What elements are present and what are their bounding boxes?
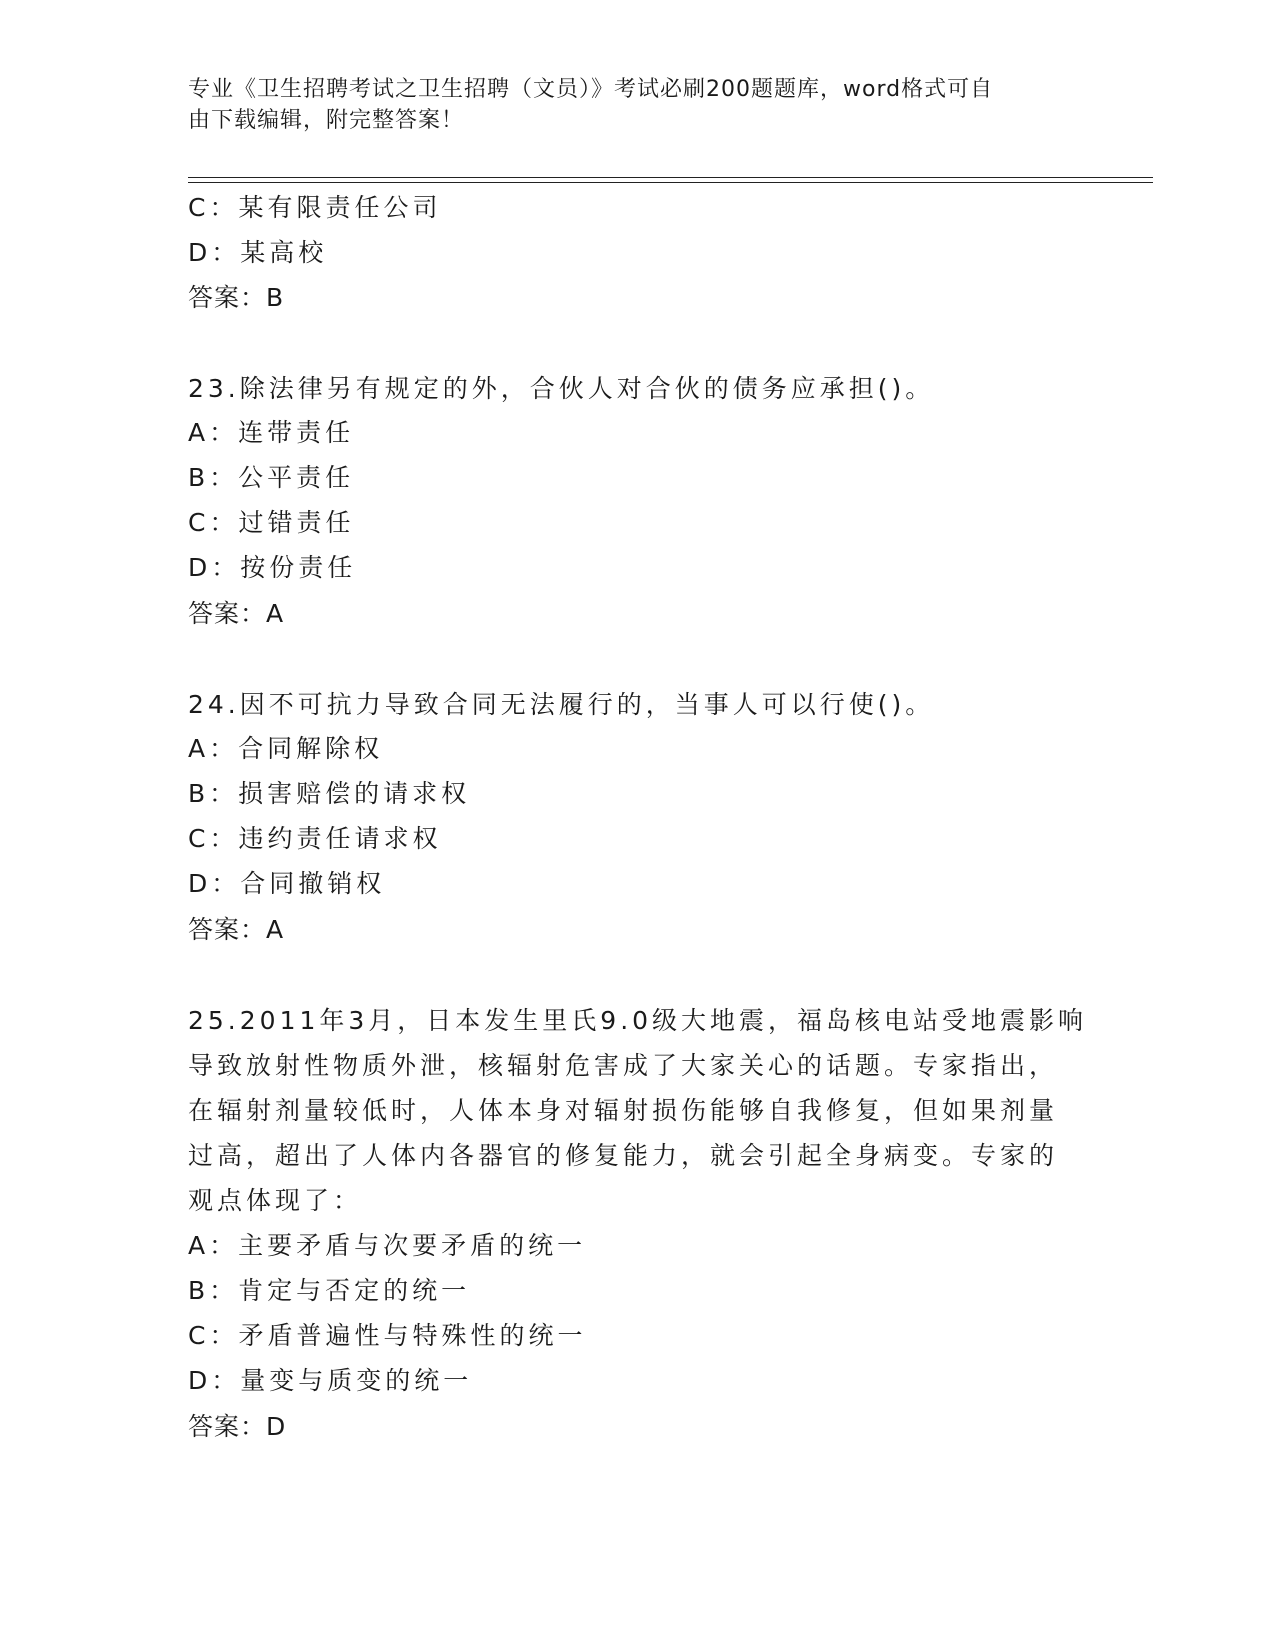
q24-option-c: C：违约责任请求权 xyxy=(188,824,442,853)
q23-answer: 答案：A xyxy=(188,599,285,628)
q25-option-c: C：矛盾普遍性与特殊性的统一 xyxy=(188,1321,587,1350)
q23-option-d: D：按份责任 xyxy=(188,553,357,582)
q25-stem-line-5: 观点体现了： xyxy=(188,1186,363,1215)
q24-option-d: D：合同撤销权 xyxy=(188,869,386,898)
q22-answer: 答案：B xyxy=(188,283,285,312)
q22-option-d: D：某高校 xyxy=(188,238,328,267)
q22-option-c: C：某有限责任公司 xyxy=(188,193,442,222)
q23-stem: 23.除法律另有规定的外，合伙人对合伙的债务应承担()。 xyxy=(188,374,935,403)
q25-stem-line-2: 导致放射性物质外泄，核辐射危害成了大家关心的话题。专家指出， xyxy=(188,1051,1059,1080)
q25-option-a: A：主要矛盾与次要矛盾的统一 xyxy=(188,1231,587,1260)
q25-stem-line-1: 25.2011年3月，日本发生里氏9.0级大地震，福岛核电站受地震影响 xyxy=(188,1006,1088,1035)
q25-stem-line-4: 过高，超出了人体内各器官的修复能力，就会引起全身病变。专家的 xyxy=(188,1141,1059,1170)
q24-stem: 24.因不可抗力导致合同无法履行的，当事人可以行使()。 xyxy=(188,690,935,719)
header-divider-top xyxy=(188,177,1153,178)
q25-option-d: D：量变与质变的统一 xyxy=(188,1366,473,1395)
q25-answer: 答案：D xyxy=(188,1412,287,1441)
q23-option-c: C：过错责任 xyxy=(188,508,355,537)
q23-option-a: A：连带责任 xyxy=(188,418,355,447)
q24-answer: 答案：A xyxy=(188,915,285,944)
q24-option-a: A：合同解除权 xyxy=(188,734,384,763)
q25-stem-line-3: 在辐射剂量较低时，人体本身对辐射损伤能够自我修复，但如果剂量 xyxy=(188,1096,1059,1125)
q24-option-b: B：损害赔偿的请求权 xyxy=(188,779,471,808)
header-divider-bottom xyxy=(188,182,1153,183)
header-line-2: 由下载编辑，附完整答案！ xyxy=(188,108,465,133)
header-line-1: 专业《卫生招聘考试之卫生招聘（文员）》考试必刷200题题库，word格式可自 xyxy=(188,77,994,102)
q25-option-b: B：肯定与否定的统一 xyxy=(188,1276,471,1305)
q23-option-b: B：公平责任 xyxy=(188,463,355,492)
document-header xyxy=(188,74,1068,136)
